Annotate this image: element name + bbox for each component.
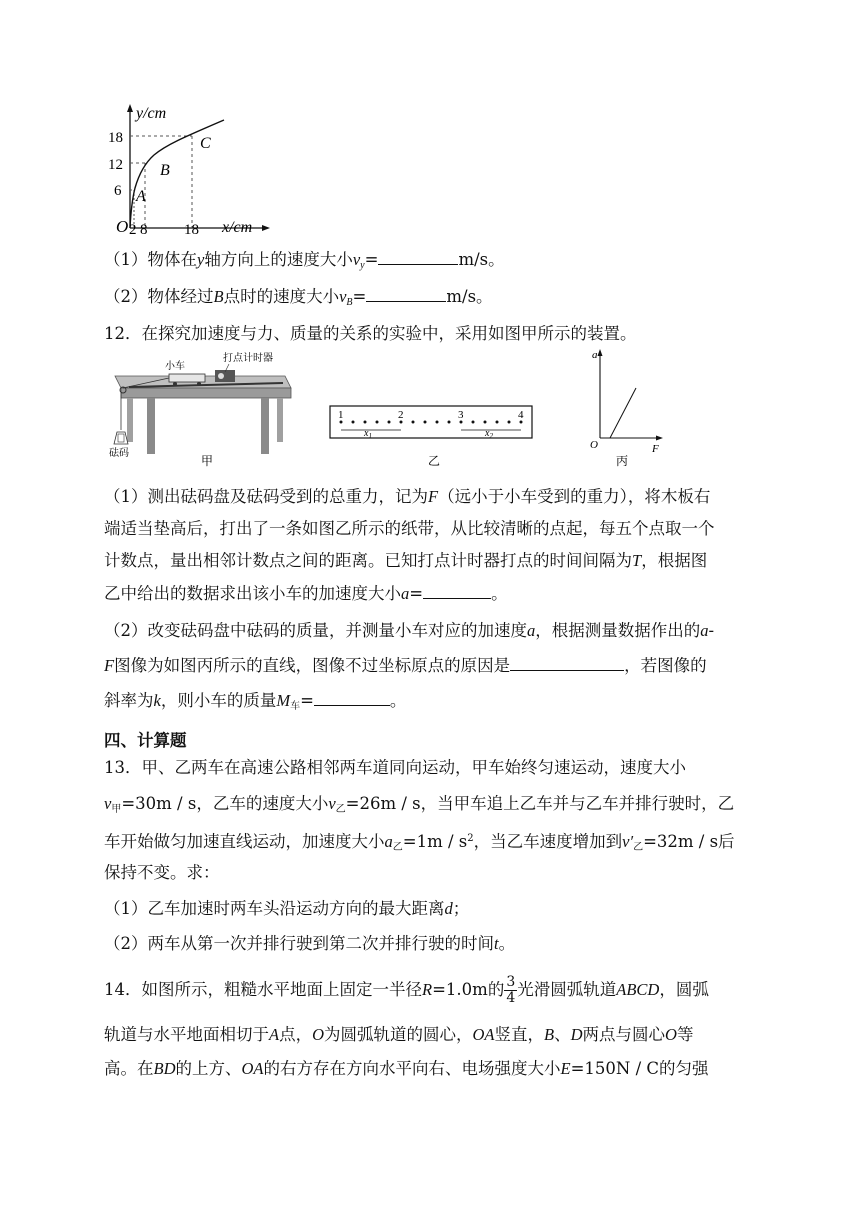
q11-part2: （2）物体经过B点时的速度大小$v_B= m/s$。 — [104, 287, 493, 308]
x-axis-label: x/cm — [222, 219, 253, 236]
q12-stem: 12．在探究加速度与力、质量的关系的实验中，采用如图甲所示的装置。 — [104, 324, 637, 343]
q13-line1: 13．甲、乙两车在高速公路相邻两车道同向运动，甲车始终匀速运动，速度大小 — [104, 758, 686, 777]
x1-label: $x_1$ — [364, 428, 372, 440]
paper-tape — [330, 406, 532, 438]
y-axis-arrow — [127, 104, 133, 112]
answer-blank-reason[interactable] — [510, 654, 624, 671]
af-line — [610, 388, 636, 438]
table-edge — [121, 388, 291, 398]
q13-line3: 车开始做匀加速直线运动，加速度大小$a_乙=1m / s^2$，当乙车速度增加到$v'_乙=32m / s$后 — [104, 832, 735, 853]
x-tick-8: 8 — [140, 222, 148, 238]
a-axis-label: a — [592, 349, 598, 361]
q11-part1: （1）物体在y轴方向上的速度大小$v_y= m/s$。 — [104, 250, 505, 271]
origin-label-bing: O — [590, 439, 598, 451]
table-leg — [277, 398, 283, 442]
x2-label: $x_2$ — [485, 428, 493, 440]
label-timer: 打点计时器 — [223, 353, 273, 364]
f-axis-label: F — [652, 443, 659, 455]
weight-block — [118, 434, 124, 442]
answer-blank-vb[interactable] — [366, 285, 446, 302]
cart-wheel — [173, 382, 177, 386]
label-weight: 砝码 — [109, 448, 129, 459]
ticker-timer-detail — [218, 373, 224, 379]
q12-part1-line1: （1）测出砝码盘及砝码受到的总重力，记为F（远小于小车受到的重力），将木板右 — [104, 487, 711, 506]
table-leg — [127, 398, 133, 442]
q13-part1: （1）乙车加速时两车头沿运动方向的最大距离d； — [104, 899, 470, 918]
answer-blank-vy[interactable] — [378, 248, 458, 265]
q13-part2: （2）两车从第一次并排行驶到第二次并排行驶的时间t。 — [104, 934, 516, 953]
point-b-label: B — [160, 162, 170, 179]
caption-yi: 乙 — [428, 454, 441, 468]
q12-part1-line3: 计数点，量出相邻计数点之间的距离。已知打点计时器打点的时间间隔为T，根据图 — [104, 551, 708, 570]
figure-jia-apparatus — [103, 352, 298, 472]
figure-bing-af-graph — [588, 348, 668, 472]
table-leg — [261, 398, 269, 454]
q13-line2: $v_甲=30m / s$，乙车的速度大小$v_乙=26m / s$，当甲车追上乙车并与乙车并排行驶时，乙 — [104, 794, 735, 815]
table-leg — [147, 398, 155, 454]
caption-jia: 甲 — [201, 454, 214, 468]
y-tick-18: 18 — [108, 130, 123, 146]
q12-part2-line1: （2）改变砝码盘中砝码的质量，并测量小车对应的加速度a，根据测量数据作出的a- — [104, 621, 715, 640]
count-point-2: 2 — [398, 409, 404, 421]
point-c-label: C — [200, 135, 211, 152]
section-heading-calculation: 四、计算题 — [104, 731, 187, 750]
point-a-label: A — [136, 188, 146, 205]
count-point-3: 3 — [458, 409, 464, 421]
q14-line1: 14．如图所示，粗糙水平地面上固定一半径R=1.0m的 $\frac{3}{4}$ 光滑圆弧轨道ABCD，圆弧 — [104, 974, 709, 1006]
q13-line4: 保持不变。求： — [104, 863, 220, 882]
answer-blank-acceleration[interactable] — [423, 582, 491, 599]
y-tick-6: 6 — [114, 183, 122, 199]
a-axis-arrow — [598, 349, 603, 356]
q12-part2-line3: 斜率为k，则小车的质量$M_车=$ 。 — [104, 691, 407, 712]
count-point-1: 1 — [338, 409, 344, 421]
x-tick-18: 18 — [184, 222, 199, 238]
y-axis-label: y/cm — [136, 105, 167, 122]
q12-part2-line2: F图像为如图丙所示的直线，图像不过坐标原点的原因是 ，若图像的 — [104, 656, 707, 675]
y-tick-12: 12 — [108, 157, 123, 173]
figure-yi-tape — [328, 402, 538, 472]
count-point-4: 4 — [518, 409, 524, 421]
q12-part1-line2: 端适当垫高后，打出了一条如图乙所示的纸带，从比较清晰的点起，每五个点取一个 — [104, 519, 715, 538]
origin-label: O — [116, 217, 129, 236]
cart — [169, 374, 205, 382]
q12-part1-line4: 乙中给出的数据求出该小车的加速度大小a= 。 — [104, 584, 508, 603]
cart-wheel — [197, 382, 201, 386]
f-axis-arrow — [656, 436, 663, 441]
x-axis-arrow — [262, 225, 270, 231]
fraction-three-quarters: $\frac{3}{4}$ — [506, 974, 516, 1006]
caption-bing: 丙 — [616, 454, 629, 468]
q14-line2: 轨道与水平地面相切于A点，O为圆弧轨道的圆心，OA竖直，B、D两点与圆心O等 — [104, 1025, 694, 1044]
label-cart: 小车 — [165, 361, 185, 372]
yx-graph — [104, 100, 274, 240]
x-tick-2: 2 — [129, 222, 137, 238]
q14-line3: 高。在BD的上方、OA的右方存在方向水平向右、电场强度大小E=150N / C的匀强 — [104, 1059, 709, 1078]
answer-blank-mass[interactable] — [314, 689, 390, 706]
